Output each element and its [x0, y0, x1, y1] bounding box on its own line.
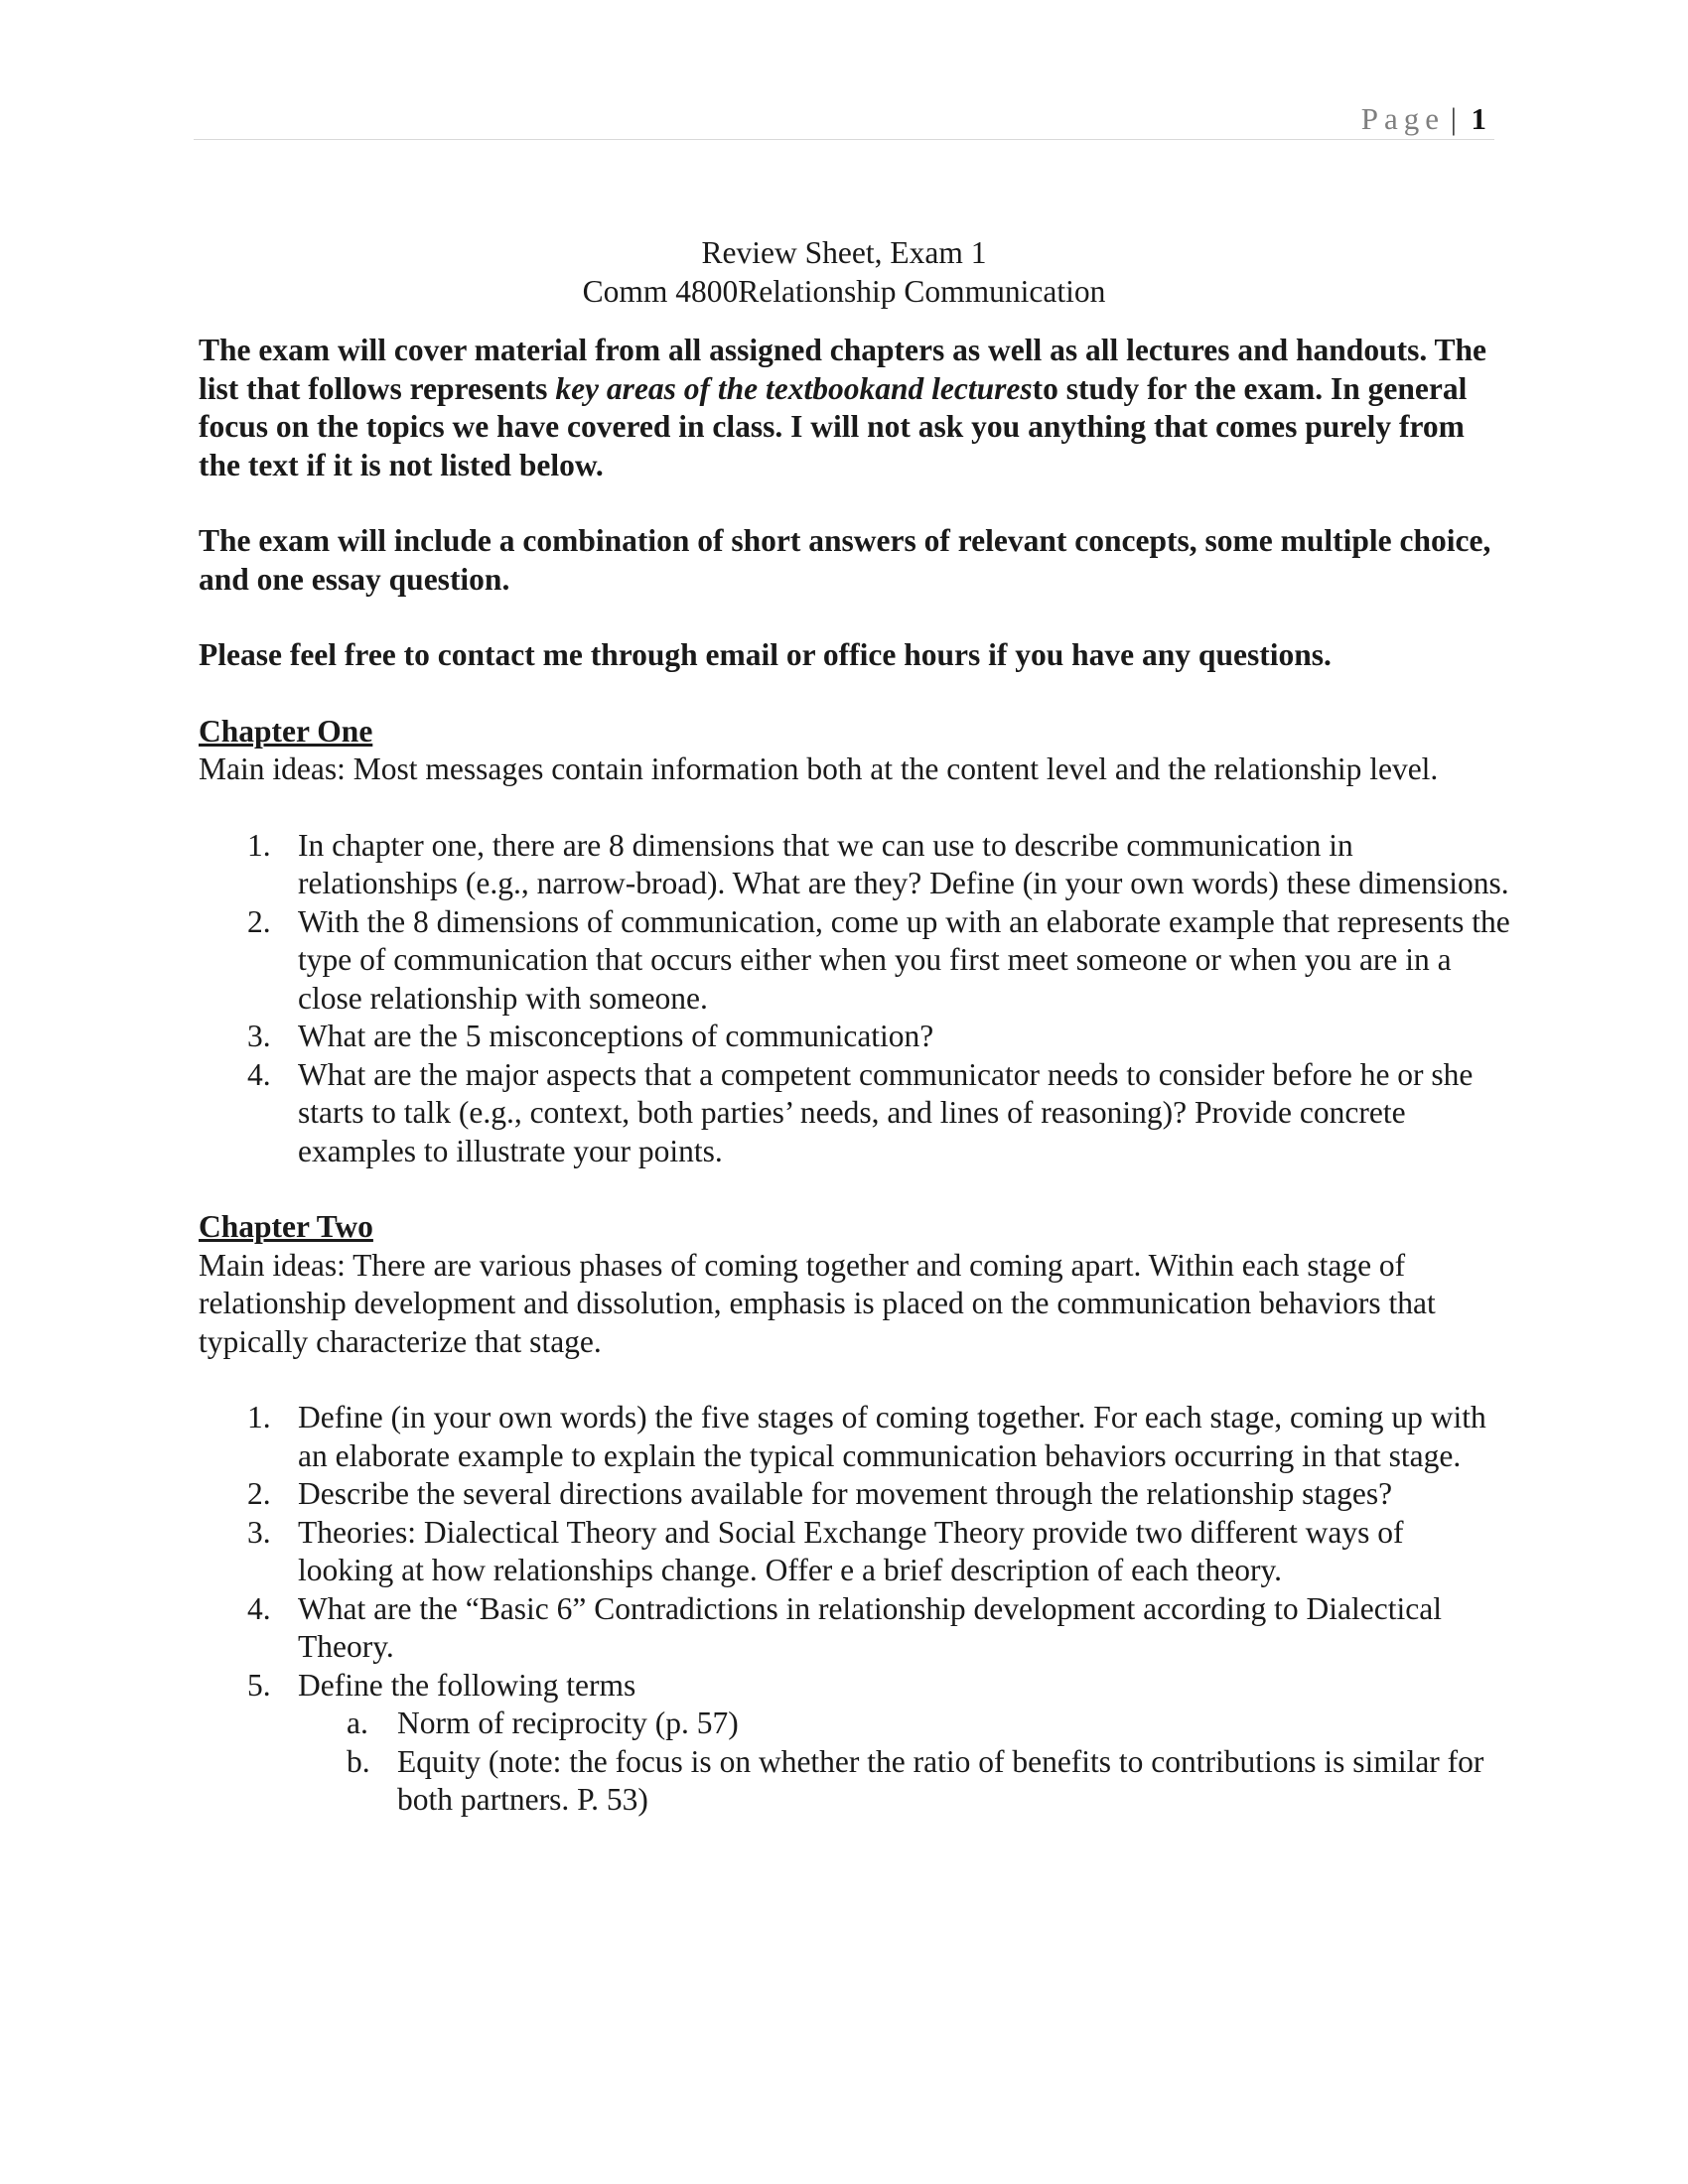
- list-item: 1. In chapter one, there are 8 dimensions that we can use to describe communication in relationships (e.g., narrow-broad). What are they? Define (in your own words) these dimensions.: [247, 827, 1509, 900]
- list-item: 2. Describe the several directions available for movement through the relationship stages?: [247, 1476, 1393, 1511]
- page-number: 1: [1471, 101, 1486, 136]
- chapter-two-section: [199, 1208, 1499, 1820]
- intro-paragraph-3: Please feel free to contact me through email or office hours if you have any questions.: [199, 637, 1332, 672]
- list-item: 3. Theories: Dialectical Theory and Social Exchange Theory provide two different ways of looking at how relationships change. Offer e a brief description of each theory.: [247, 1514, 1404, 1587]
- chapter-one-section: [199, 713, 1510, 1171]
- chapter-one-main-ideas: Main ideas: Most messages contain information both at the content level and the relationship level.: [199, 751, 1439, 786]
- chapter-one-questions: [199, 827, 1519, 1171]
- title-line-1: Review Sheet, Exam 1: [701, 235, 987, 270]
- intro-paragraph-2: The exam will include a combination of short answers of relevant concepts, some multiple choice, and one essay question.: [199, 523, 1491, 597]
- sub-list-item: a. Norm of reciprocity (p. 57): [347, 1706, 739, 1740]
- list-item: 3. What are the 5 misconceptions of communication?: [247, 1019, 934, 1053]
- page-separator: |: [1450, 101, 1457, 136]
- intro-paragraph-1: [199, 332, 1499, 484]
- chapter-one-heading: Chapter One: [199, 713, 373, 749]
- chapter-two-questions: [199, 1399, 1499, 1820]
- intro-text-italic: key areas of the textbookand lectures: [555, 370, 1033, 406]
- list-item: 5. Define the following terms a. Norm of reciprocity (p. 57) b. Equity (note: the focus is on whether the ratio of benefits to contributions is similar for both partners. P. 53): [199, 1667, 1499, 1820]
- intro-text-b: to study for the exam. In general focus on the topics we have covered in class. I will not ask you anything that comes purely from the text if it is not listed below.: [199, 370, 1468, 482]
- list-item: 2. With the 8 dimensions of communication, come up with an elaborate example that represents the type of communication that occurs either when you first meet someone or when you are in a close relationship with someone.: [247, 903, 1510, 1016]
- list-item: 4. What are the major aspects that a competent communicator needs to consider before he or she starts to talk (e.g., context, both parties’ needs, and lines of reasoning)? Provide concrete examples to illustrate your points.: [247, 1056, 1474, 1168]
- chapter-two-heading: Chapter Two: [199, 1209, 373, 1244]
- chapter-two-main-ideas: Main ideas: There are various phases of coming together and coming apart. Within each stage of relationship development and dissolution, emphasis is placed on the communication behaviors that typically characterize that stage.: [199, 1247, 1436, 1359]
- intro-text-a: The exam will cover material from all assigned chapters as well as all lectures and handouts. The list that follows represents: [199, 333, 1487, 406]
- page-header: [194, 99, 1494, 140]
- title-line-2: Comm 4800Relationship Communication: [582, 273, 1106, 309]
- list-item: 1. Define (in your own words) the five stages of coming together. For each stage, coming up with an elaborate example to explain the typical communication behaviors occurring in that stage.: [247, 1400, 1486, 1473]
- document-title: [199, 234, 1489, 311]
- page-label: Page: [1360, 101, 1445, 136]
- sub-list-item: b. Equity (note: the focus is on whether the ratio of benefits to contributions is similar for both partners. P. 53): [347, 1743, 1484, 1817]
- document-body: [199, 234, 1510, 1820]
- list-item: 4. What are the “Basic 6” Contradictions in relationship development according to Dialectical Theory.: [247, 1590, 1442, 1664]
- terms-sublist: [298, 1705, 1499, 1820]
